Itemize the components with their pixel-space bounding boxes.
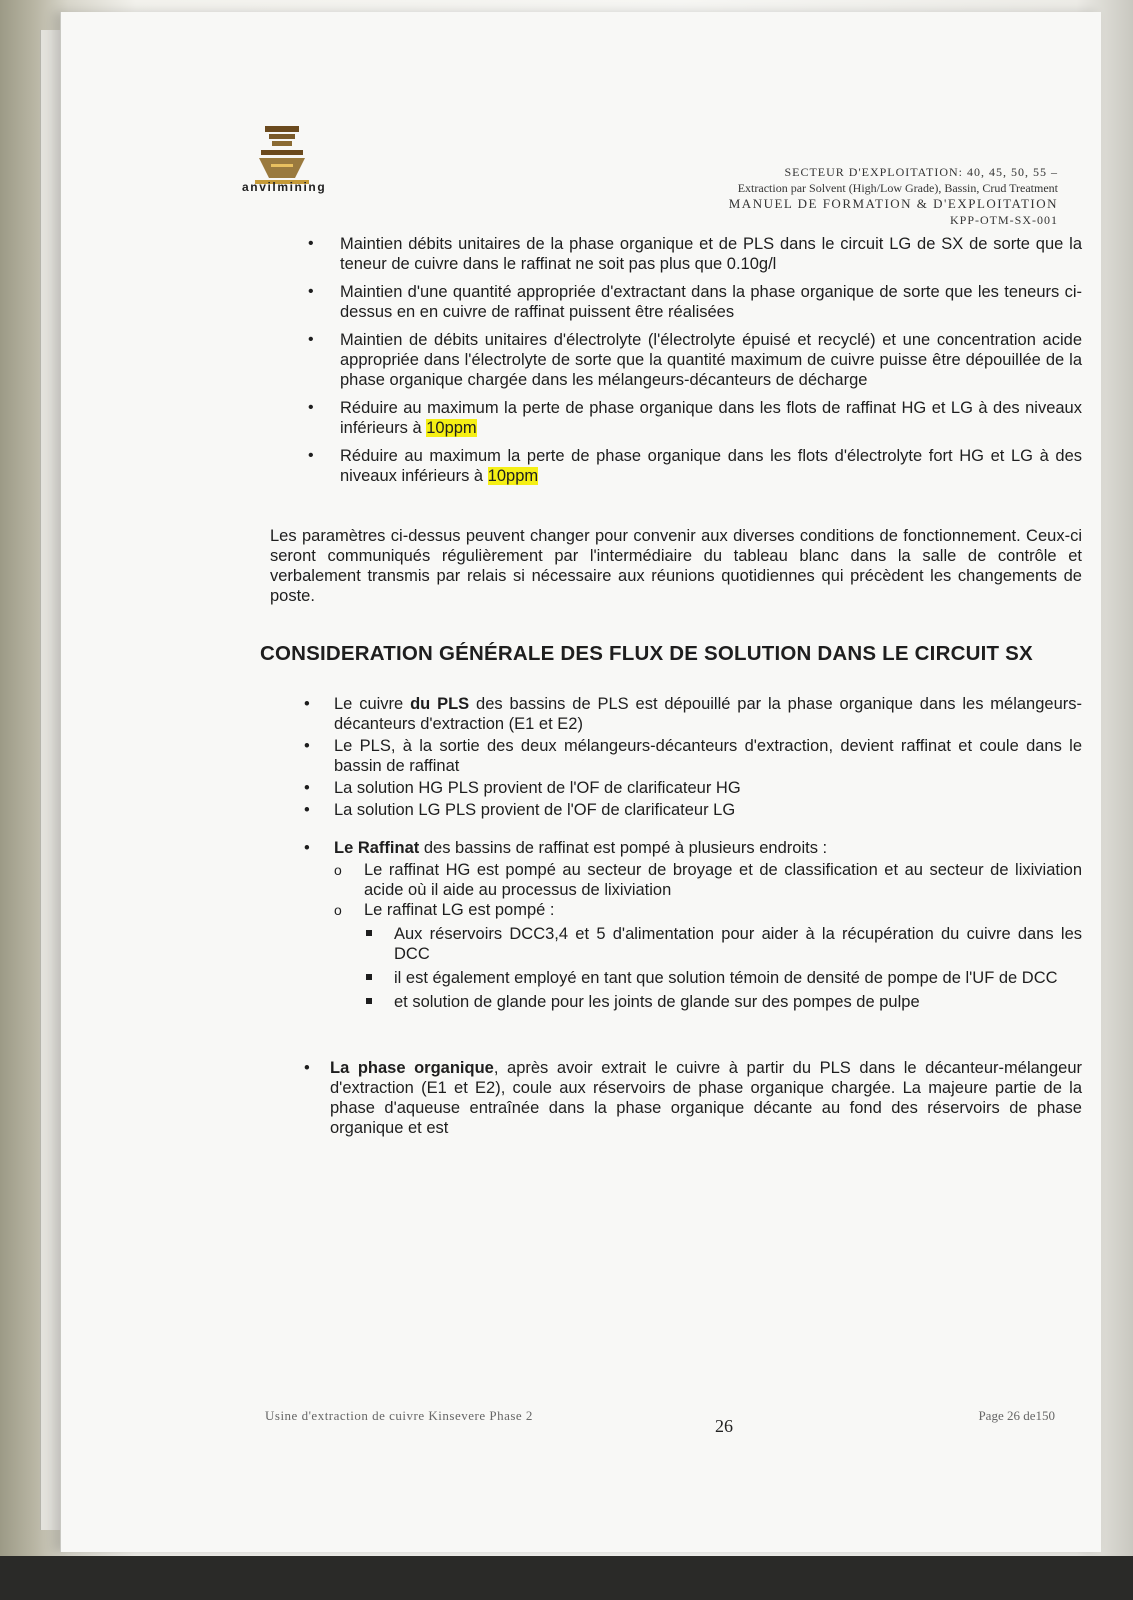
highlighted-value: 10ppm bbox=[487, 467, 539, 485]
document-header bbox=[729, 164, 1058, 228]
highlighted-value: 10ppm bbox=[426, 419, 477, 437]
raffinat-lg-sublist bbox=[364, 924, 1082, 1012]
list-item: • Maintien de débits unitaires d'électrolyte (l'électrolyte épuisé et recyclé) et une concentration acide appropriée dans l'électrolyte de sorte que la quantité maximum de cuivre puisse être dépouillée de la phase organique chargée dans les mélangeurs-décanteurs de décharge bbox=[270, 330, 1082, 390]
list-item: • Réduire au maximum la perte de phase organique dans les flots de raffinat HG et LG à des niveaux inférieurs à 10ppm bbox=[270, 398, 1082, 438]
list-item: • Le cuivre du PLS des bassins de PLS est dépouillé par la phase organique dans les mélangeurs-décanteurs d'extraction (E1 et E2) bbox=[270, 694, 1082, 734]
flux-list bbox=[270, 694, 1082, 1138]
document-body bbox=[260, 234, 1083, 1140]
list-item: • La solution HG PLS provient de l'OF de clarificateur HG bbox=[270, 778, 1082, 798]
footer-page-of: Page 26 de150 bbox=[978, 1408, 1055, 1423]
raffinat-sublist bbox=[334, 860, 1082, 1012]
list-item: et solution de glande pour les joints de glande sur des pompes de pulpe bbox=[364, 992, 1082, 1012]
section-heading: CONSIDERATION GÉNÉRALE DES FLUX DE SOLUTION DANS LE CIRCUIT SX bbox=[260, 642, 1033, 665]
header-sector: SECTEUR D'EXPLOITATION: 40, 45, 50, 55 – bbox=[784, 165, 1058, 179]
footer-plant-name: Usine d'extraction de cuivre Kinsevere Phase 2 bbox=[265, 1408, 533, 1423]
header-doc-code: KPP-OTM-SX-001 bbox=[949, 213, 1058, 227]
list-item: • Le PLS, à la sortie des deux mélangeurs-décanteurs d'extraction, devient raffinat et coule dans le bassin de raffinat bbox=[270, 736, 1082, 776]
list-item: o Le raffinat LG est pompé : Aux réservoirs DCC3,4 et 5 d'alimentation pour aider à la récupération du cuivre dans les DCC il est également employé en tant que solution témoin de densité de pompe de l'UF de DCC et solution de glande pour les joints de glande sur des pompes de pulpe bbox=[334, 900, 1082, 1012]
list-item: • Réduire au maximum la perte de phase organique dans les flots d'électrolyte fort HG et LG à des niveaux inférieurs à 10ppm bbox=[270, 446, 1082, 486]
scanner-bed-edge bbox=[0, 1556, 1133, 1600]
list-item: o Le raffinat HG est pompé au secteur de broyage et de classification et au secteur de lixiviation acide où il aide au processus de lixiviation bbox=[334, 860, 1082, 900]
list-item: • La phase organique, après avoir extrait le cuivre à partir du PLS dans le décanteur-mélangeur d'extraction (E1 et E2), coule aux réservoirs de phase organique chargée. La majeure partie de la phase d'aqueuse entraînée dans la phase organique décante au fond des réservoirs de phase organique et est bbox=[270, 1058, 1082, 1138]
page-number: 26 bbox=[715, 1416, 733, 1436]
header-extraction: Extraction par Solvent (High/Low Grade), Bassin, Crud Treatment bbox=[737, 181, 1058, 195]
objectives-list bbox=[270, 234, 1082, 486]
list-item: • Maintien d'une quantité appropriée d'extractant dans la phase organique de sorte que les teneurs ci-dessus en en cuivre de raffinat puissent être réalisées bbox=[270, 282, 1082, 322]
list-item: • Maintien débits unitaires de la phase organique et de PLS dans le circuit LG de SX de sorte que la teneur de cuivre dans le raffinat ne soit pas plus que 0.10g/l bbox=[270, 234, 1082, 274]
header-manual-title: MANUEL DE FORMATION & D'EXPLOITATION bbox=[728, 196, 1058, 211]
list-item: Aux réservoirs DCC3,4 et 5 d'alimentation pour aider à la récupération du cuivre dans les DCC bbox=[364, 924, 1082, 964]
parameters-paragraph: Les paramètres ci-dessus peuvent changer pour convenir aux diverses conditions de fonctionnement. Ceux-ci seront communiqués régulièrement par l'intermédiaire du tableau blanc dans la salle de contrôle et verbalement transmis par relais si nécessaire aux réunions quotidiennes qui précèdent les changements de poste. bbox=[270, 527, 1082, 605]
list-item: il est également employé en tant que solution témoin de densité de pompe de l'UF de DCC bbox=[364, 968, 1082, 988]
company-logo-text: anvilmining bbox=[242, 180, 327, 194]
list-item: • La solution LG PLS provient de l'OF de clarificateur LG bbox=[270, 800, 1082, 820]
list-item: • Le Raffinat des bassins de raffinat est pompé à plusieurs endroits : o Le raffinat HG est pompé au secteur de broyage et de classification et au secteur de lixiviation acide où il aide au processus de lixiviation o Le raffinat LG est pompé : Aux réservoirs DCC3,4 et 5 d'alimentation pour aider à la récupération du cuivre dans les DCC il est également employé en tant que solution témoin de densité de pompe de l'UF de DCC et solution de glande pour les joints de glande sur des pompes de pulpe bbox=[270, 838, 1082, 1012]
